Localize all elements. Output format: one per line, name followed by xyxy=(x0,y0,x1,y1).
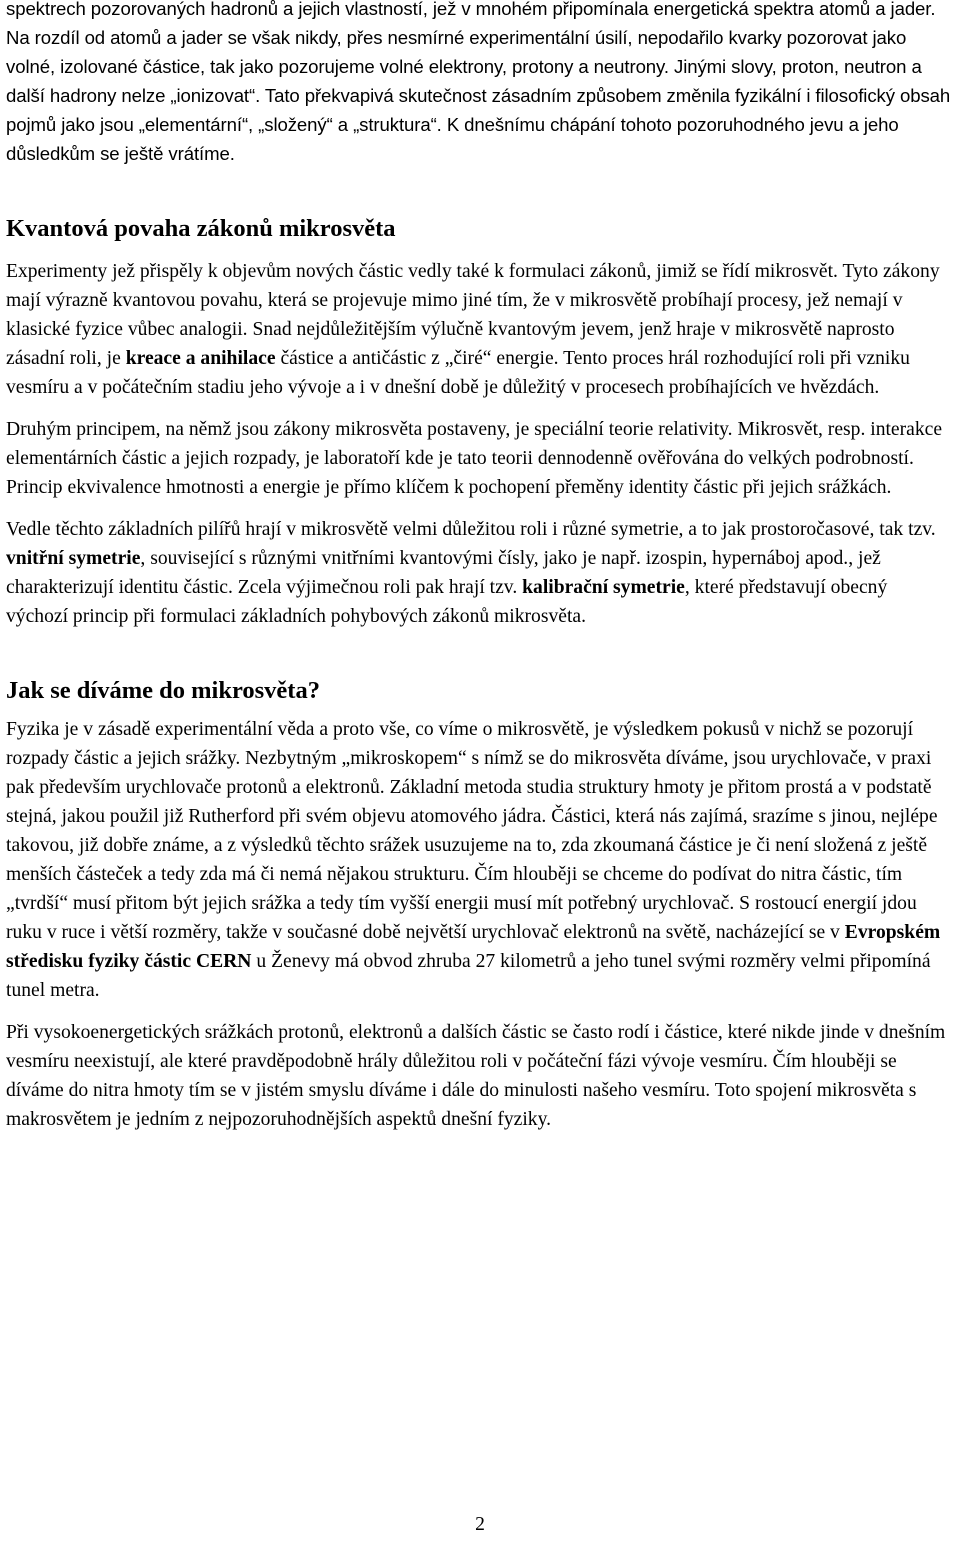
paragraph-symmetries xyxy=(6,515,954,631)
bold-term-internal-symmetry: vnitřní symetrie xyxy=(6,548,141,569)
text-run: u Ženevy má obvod zhruba 27 kilometrů a jeho tunel svými rozměry velmi připomíná tunel metra. xyxy=(6,951,931,1001)
text-run: , které představují obecný výchozí princip při formulaci základních pohybových zákonů mikrosvěta. xyxy=(6,577,888,627)
intro-paragraph: spektrech pozorovaných hadronů a jejich vlastností, jež v mnohém připomínala energetická spektra atomů a jader. Na rozdíl od atomů a jader se však nikdy, přes nesmírné experimentální úsilí, nepodařilo kvarky pozorovat jako volné, izolované částice, tak jako pozorujeme volné elektrony, protony a neutrony. Jinými slovy, proton, neutron a další hadrony nelze „ionizovat“. Tato překvapivá skutečnost zásadním způsobem změnila fyzikální i filosofický obsah pojmů jako jsou „elementární“, „složený“ a „struktura“. K dnešnímu chápání tohoto pozoruhodného jevu a jeho důsledkům se ještě vrátíme. xyxy=(6,0,951,164)
bold-term-cern: Evropském středisku fyziky částic CERN xyxy=(6,922,941,972)
page-number: 2 xyxy=(475,1514,485,1535)
text-run: Fyzika je v zásadě experimentální věda a proto vše, co víme o mikrosvětě, je výsledkem pokusů v nichž se pozorují rozpady částic a jejich srážky. Nezbytným „mikroskopem“ s nímž se do mikrosvěta díváme, jsou urychlovače, v praxi pak především urychlovače protonů a elektronů. Základní metoda studia struktury hmoty je přitom prostá a v podstatě stejná, jakou použil již Rutherford při svém objevu atomového jádra. Částici, která nás zajímá, srazíme s jinou, nejlépe takovou, již dobře známe, a z výsledků těchto srážek usuzujeme na to, zda zkoumaná částice je či není složená z ještě menších částeček a tedy zda má či nemá nějakou strukturu. Čím hlouběji se chceme do podívat do nitra částic, tím „tvrdší“ musí přitom být jejich srážka a tedy tím vyšší energii musí mít potřebný urychlovač. S rostoucí energií jdou ruku v ruce i větší rozměry, takže v současné době největší urychlovač elektronů na světě, nacházející se v xyxy=(6,719,938,943)
paragraph-relativity: Druhým principem, na němž jsou zákony mikrosvěta postaveny, je speciální teorie relativity. Mikrosvět, resp. interakce elementárních částic a jejich rozpady, je laboratoří kde je tato teorii dennodenně ověřována do velkých podrobností. Princip ekvivalence hmotnosti a energie je přímo klíčem k pochopení přeměny identity částic při jejich srážkách. xyxy=(6,419,943,498)
text-run: , související s různými vnitřními kvantovými čísly, jako je např. izospin, hypernáboj apod., jež charakterizují identitu částic. Zcela výjimečnou roli pak hrají tzv. xyxy=(6,548,881,598)
paragraph-high-energy-collisions: Při vysokoenergetických srážkách protonů, elektronů a dalších částic se často rodí i částice, které nikde jinde v dnešním vesmíru neexistují, ale které pravděpodobně hrály důležitou roli v počáteční fázi vývoje vesmíru. Čím hlouběji se díváme do nitra hmoty tím se v jistém smyslu díváme i dále do minulosti našeho vesmíru. Toto spojení mikrosvěta s makrosvětem je jedním z nejpozoruhodnějších aspektů dnešní fyziky. xyxy=(6,1022,946,1130)
text-run: Vedle těchto základních pilířů hrají v mikrosvětě velmi důležitou roli i různé symetrie, a to jak prostoročasové, tak tzv. xyxy=(6,519,936,540)
paragraph-accelerators xyxy=(6,715,954,1005)
text-run: částice a antičástic z „čiré“ energie. Tento proces hrál rozhodující roli při vzniku vesmíru a v počátečním stadiu jeho vývoje a i v dnešní době je důležitý v procesech probíhajících ve hvězdách. xyxy=(6,348,910,398)
section-heading-quantum-nature: Kvantová povaha zákonů mikrosvěta xyxy=(6,215,396,242)
bold-term-creation-annihilation: kreace a anihilace xyxy=(125,348,276,369)
document-page xyxy=(6,0,954,1134)
section-heading-how-we-look: Jak se díváme do mikrosvěta? xyxy=(6,677,320,704)
text-run: Experimenty jež přispěly k objevům nových částic vedly také k formulaci zákonů, jimiž se řídí mikrosvět. Tyto zákony mají výrazně kvantovou povahu, která se projevuje mimo jiné tím, že v mikrosvětě probíhají procesy, jež nemají v klasické fyzice vůbec analogii. Snad nejdůležitějším výlučně kvantovým jevem, jenž hraje v mikrosvětě naprosto zásadní roli, je xyxy=(6,261,940,369)
paragraph-quantum-laws xyxy=(6,257,954,402)
bold-term-gauge-symmetry: kalibrační symetrie xyxy=(522,577,685,598)
